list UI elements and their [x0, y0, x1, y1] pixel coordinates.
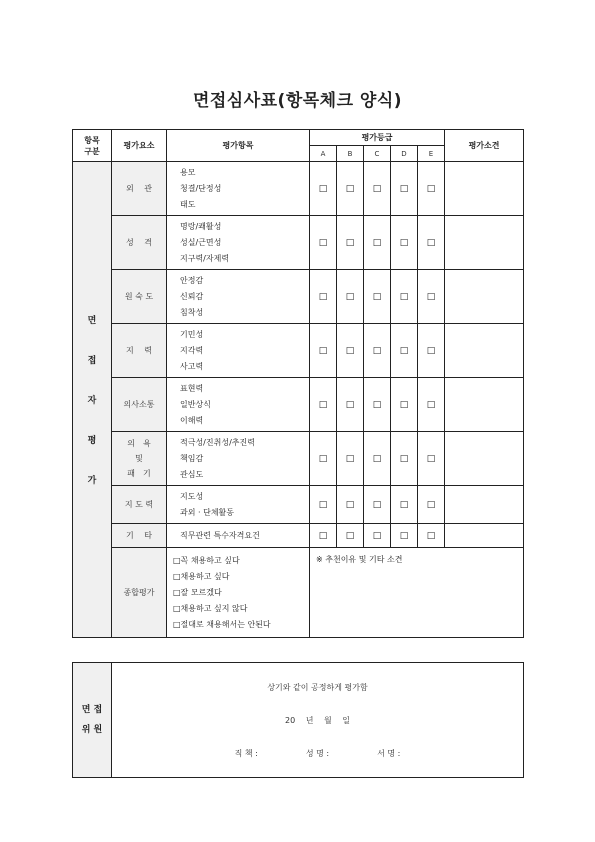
header-opinion: 평가소견	[445, 130, 524, 162]
evaluation-item: 성실/근면성	[180, 237, 222, 247]
evaluation-element: 성 격	[112, 216, 167, 270]
grade-checkbox-b[interactable]: □	[337, 162, 364, 216]
evaluation-element: 지 력	[112, 324, 167, 378]
grade-checkbox-a[interactable]: □	[310, 432, 337, 486]
grade-checkbox-e[interactable]: □	[418, 216, 445, 270]
grade-checkbox-e[interactable]: □	[418, 524, 445, 548]
evaluation-item: 표현력	[180, 383, 204, 393]
grade-checkbox-c[interactable]: □	[364, 524, 391, 548]
grade-checkbox-d[interactable]: □	[391, 432, 418, 486]
grade-checkbox-a[interactable]: □	[310, 216, 337, 270]
grade-checkbox-a[interactable]: □	[310, 524, 337, 548]
grade-header-b: B	[337, 146, 364, 162]
grade-checkbox-d[interactable]: □	[391, 524, 418, 548]
evaluation-item: 이해력	[180, 415, 204, 425]
evaluation-item: 신뢰감	[180, 291, 204, 301]
evaluation-item: 청결/단정성	[180, 183, 222, 193]
evaluation-item: 태도	[180, 199, 196, 209]
grade-checkbox-c[interactable]: □	[364, 432, 391, 486]
table-row	[73, 162, 524, 216]
evaluation-item: 용모	[180, 167, 196, 177]
grade-checkbox-a[interactable]: □	[310, 324, 337, 378]
evaluation-item: 일반상식	[180, 399, 211, 409]
opinion-cell[interactable]	[445, 270, 524, 324]
evaluation-items	[167, 486, 310, 524]
opinion-cell[interactable]	[445, 524, 524, 548]
opinion-cell[interactable]	[445, 324, 524, 378]
overall-options	[167, 548, 310, 638]
evaluation-table	[72, 129, 524, 638]
table-row	[73, 270, 524, 324]
statement-text: 상기와 같이 공정하게 평가함	[267, 682, 368, 692]
evaluation-item: 적극성/진취성/추진력	[180, 437, 255, 447]
header-element: 평가요소	[112, 130, 167, 162]
interviewer-label: 면 접 위 원	[73, 663, 112, 778]
grade-checkbox-c[interactable]: □	[364, 324, 391, 378]
grade-checkbox-d[interactable]: □	[391, 270, 418, 324]
grade-checkbox-e[interactable]: □	[418, 378, 445, 432]
remark-area[interactable]: ※ 추천이유 및 기타 소견	[310, 548, 524, 638]
side-label	[73, 162, 112, 638]
evaluation-item: 과외 · 단체활동	[180, 507, 234, 517]
side-label-char: 자	[87, 396, 97, 406]
grade-checkbox-a[interactable]: □	[310, 270, 337, 324]
grade-checkbox-b[interactable]: □	[337, 270, 364, 324]
evaluation-element: 의사소통	[112, 378, 167, 432]
evaluation-element: 기 타	[112, 524, 167, 548]
evaluation-item: 책임감	[180, 453, 204, 463]
grade-checkbox-e[interactable]: □	[418, 432, 445, 486]
header-items: 평가항목	[167, 130, 310, 162]
overall-option[interactable]: □꼭 채용하고 싶다	[173, 555, 240, 565]
signature-fields: 직 책 : 성 명 : 서 명 :	[234, 748, 401, 758]
opinion-cell[interactable]	[445, 162, 524, 216]
grade-checkbox-a[interactable]: □	[310, 486, 337, 524]
grade-checkbox-a[interactable]: □	[310, 378, 337, 432]
grade-checkbox-a[interactable]: □	[310, 162, 337, 216]
overall-row	[73, 548, 524, 638]
evaluation-items	[167, 216, 310, 270]
grade-checkbox-b[interactable]: □	[337, 524, 364, 548]
header-category: 항목 구분	[73, 130, 112, 162]
overall-option[interactable]: □절대로 채용해서는 안된다	[173, 619, 271, 629]
evaluation-item: 사고력	[180, 361, 204, 371]
grade-checkbox-b[interactable]: □	[337, 324, 364, 378]
opinion-cell[interactable]	[445, 432, 524, 486]
evaluation-item: 지구력/자제력	[180, 253, 230, 263]
side-label-char: 평	[87, 436, 97, 446]
evaluation-element: 외 관	[112, 162, 167, 216]
table-row	[73, 216, 524, 270]
overall-label: 종합평가	[112, 548, 167, 638]
grade-checkbox-d[interactable]: □	[391, 486, 418, 524]
sign-area	[112, 663, 524, 778]
grade-header-d: D	[391, 146, 418, 162]
evaluation-item: 침착성	[180, 307, 204, 317]
interviewer-sign-table	[72, 662, 524, 778]
opinion-cell[interactable]	[445, 378, 524, 432]
grade-checkbox-b[interactable]: □	[337, 378, 364, 432]
evaluation-items	[167, 270, 310, 324]
grade-checkbox-c[interactable]: □	[364, 162, 391, 216]
opinion-cell[interactable]	[445, 486, 524, 524]
table-row	[73, 324, 524, 378]
opinion-cell[interactable]	[445, 216, 524, 270]
evaluation-item: 기민성	[180, 329, 204, 339]
grade-checkbox-c[interactable]: □	[364, 216, 391, 270]
page-title: 면접심사표(항목체크 양식)	[192, 91, 403, 111]
date-line: 20 년 월 일	[285, 715, 350, 725]
evaluation-items	[167, 378, 310, 432]
evaluation-item: 지도성	[180, 491, 204, 501]
evaluation-element: 지 도 력	[112, 486, 167, 524]
grade-checkbox-e[interactable]: □	[418, 486, 445, 524]
evaluation-items	[167, 524, 310, 548]
grade-checkbox-e[interactable]: □	[418, 324, 445, 378]
overall-option[interactable]: □채용하고 싶다	[173, 571, 230, 581]
grade-checkbox-b[interactable]: □	[337, 216, 364, 270]
grade-header-c: C	[364, 146, 391, 162]
grade-checkbox-d[interactable]: □	[391, 216, 418, 270]
grade-checkbox-c[interactable]: □	[364, 486, 391, 524]
table-row	[73, 524, 524, 548]
overall-option[interactable]: □잘 모르겠다	[173, 587, 222, 597]
evaluation-items	[167, 162, 310, 216]
side-label-char: 가	[87, 476, 97, 486]
grade-header-a: A	[310, 146, 337, 162]
table-row	[73, 378, 524, 432]
evaluation-items	[167, 324, 310, 378]
side-label-char: 면	[87, 316, 97, 326]
grade-checkbox-c[interactable]: □	[364, 378, 391, 432]
grade-checkbox-d[interactable]: □	[391, 324, 418, 378]
grade-checkbox-e[interactable]: □	[418, 270, 445, 324]
grade-checkbox-e[interactable]: □	[418, 162, 445, 216]
evaluation-item: 명랑/쾌활성	[180, 221, 222, 231]
grade-checkbox-b[interactable]: □	[337, 486, 364, 524]
grade-checkbox-d[interactable]: □	[391, 162, 418, 216]
grade-checkbox-d[interactable]: □	[391, 378, 418, 432]
evaluation-items	[167, 432, 310, 486]
header-grade: 평가등급	[310, 130, 445, 146]
grade-checkbox-c[interactable]: □	[364, 270, 391, 324]
evaluation-item: 지각력	[180, 345, 204, 355]
evaluation-item: 안정감	[180, 275, 204, 285]
table-row	[73, 486, 524, 524]
evaluation-item: 관심도	[180, 469, 204, 479]
overall-option[interactable]: □채용하고 싶지 않다	[173, 603, 248, 613]
table-row	[73, 432, 524, 486]
evaluation-element: 원 숙 도	[112, 270, 167, 324]
grade-header-e: E	[418, 146, 445, 162]
side-label-char: 접	[87, 356, 97, 366]
grade-checkbox-b[interactable]: □	[337, 432, 364, 486]
evaluation-item: 직무관련 특수자격요건	[180, 530, 260, 540]
evaluation-element: 의 욕 및 패 기	[112, 432, 167, 486]
